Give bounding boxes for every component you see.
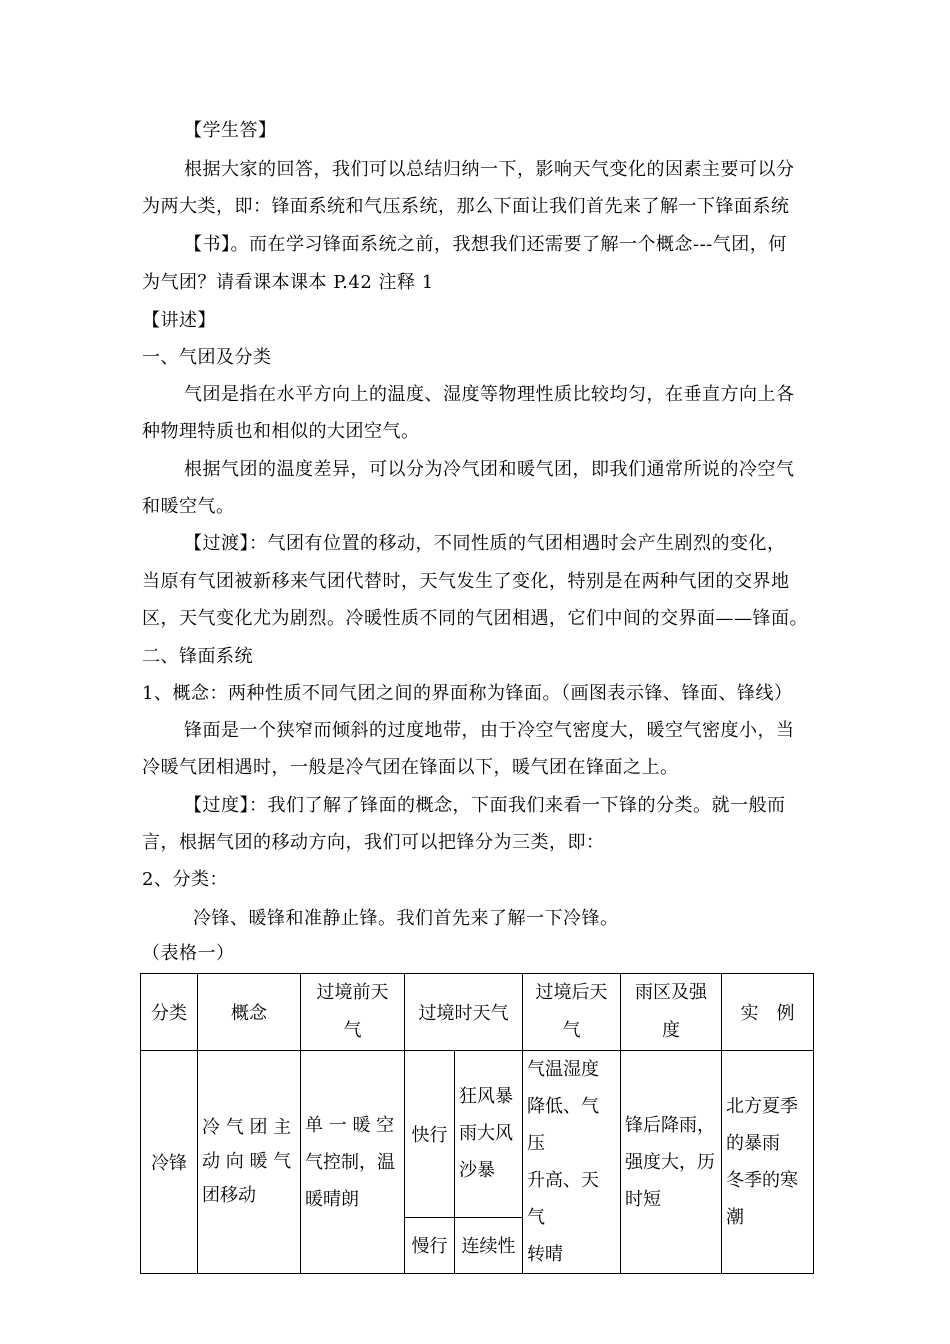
section-heading-front-system: 二、锋面系统: [142, 646, 253, 667]
paragraph-line: 区，天气变化尤为剧烈。冷暖性质不同的气团相遇，它们中间的交界面——锋面。: [142, 608, 808, 629]
paragraph-line: 和暖空气。: [142, 496, 235, 517]
paragraph-line: 为两大类，即：锋面系统和气压系统，那么下面让我们首先来了解一下锋面系统: [142, 196, 790, 217]
header-weather-during: 过境时天气: [405, 974, 523, 1051]
header-weather-after: 过境后天 气: [523, 974, 621, 1051]
header-category: 分类: [141, 974, 198, 1051]
paragraph-line: 气团是指在水平方向上的温度、湿度等物理性质比较均匀，在垂直方向上各: [184, 384, 795, 405]
paragraph-line: 【过度】：我们了解了锋面的概念，下面我们来看一下锋的分类。就一般而: [184, 795, 786, 816]
table-row: [141, 1051, 814, 1218]
paragraph-line: 冷暖气团相遇时，一般是冷气团在锋面以下，暖气团在锋面之上。: [142, 757, 679, 778]
cell-slow-moving: 慢行: [405, 1217, 455, 1274]
header-concept: 概念: [198, 974, 301, 1051]
paragraph-line: 为气团？请看课本课本 P.42 注释 1: [142, 272, 434, 293]
student-answer-heading: 【学生答】: [184, 120, 277, 141]
paragraph-line: 言，根据气团的移动方向，我们可以把锋分为三类，即：: [142, 832, 605, 853]
cell-weather-after: 气温湿度 降低、气压 升高、天气 转晴: [523, 1051, 621, 1274]
paragraph-line: 当原有气团被新移来气团代替时，天气发生了变化，特别是在两种气团的交界地: [142, 571, 790, 592]
paragraph-line: 冷锋、暖锋和准静止锋。我们首先来了解一下冷锋。: [193, 908, 619, 929]
paragraph-line: 根据气团的温度差异，可以分为冷气团和暖气团，即我们通常所说的冷空气: [184, 459, 795, 480]
cell-category: 冷锋: [141, 1051, 198, 1274]
paragraph-line: 锋面是一个狭窄而倾斜的过度地带，由于冷空气密度大，暖空气密度小，当: [184, 720, 795, 741]
paragraph-line: 【书】。而在学习锋面系统之前，我想我们还需要了解一个概念---气团，何: [184, 234, 787, 255]
cell-slow-weather: 连续性: [455, 1217, 523, 1274]
header-rain-area: 雨区及强 度: [621, 974, 722, 1051]
section-heading-air-mass: 一、气团及分类: [142, 347, 272, 368]
cell-fast-weather: 狂风暴 雨大风 沙暴: [455, 1051, 523, 1218]
paragraph-line: 【过渡】：气团有位置的移动，不同性质的气团相遇时会产生剧烈的变化，: [184, 533, 786, 554]
cell-fast-moving: 快行: [405, 1051, 455, 1218]
paragraph-line: 种物理特质也和相似的大团空气。: [142, 421, 420, 442]
table-caption: （表格一）: [142, 943, 235, 964]
cell-example: 北方夏季 的暴雨 冬季的寒 潮: [722, 1051, 814, 1274]
cell-concept: 冷 气 团 主 动 向 暖 气 团移动: [198, 1051, 301, 1274]
cold-front-table: [140, 973, 814, 1274]
paragraph-line: 根据大家的回答，我们可以总结归纳一下，影响天气变化的因素主要可以分: [184, 159, 795, 180]
cell-rain-area: 锋后降雨， 强度大，历 时短: [621, 1051, 722, 1274]
paragraph-line: 2、分类：: [142, 869, 228, 890]
header-weather-before: 过境前天 气: [301, 974, 405, 1051]
header-example: 实 例: [722, 974, 814, 1051]
narration-heading: 【讲述】: [142, 310, 216, 331]
cell-weather-before: 单 一 暖 空 气控制，温 暖晴朗: [301, 1051, 405, 1274]
paragraph-line: 1、概念：两种性质不同气团之间的界面称为锋面。（画图表示锋、锋面、锋线）: [142, 683, 793, 704]
table-header-row: [141, 974, 814, 1051]
